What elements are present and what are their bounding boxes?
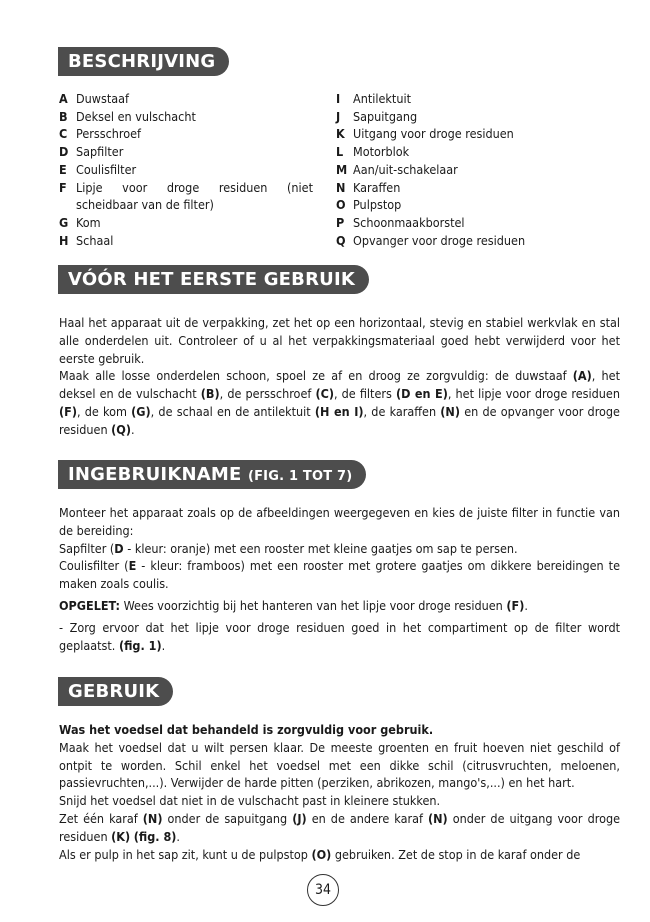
paragraph: Sapfilter (D - kleur: oranje) met een rooster met kleine gaatjes om sap te persen. (59, 540, 518, 556)
list-item: M Aan/uit-schakelaar (336, 161, 458, 177)
list-item: B Deksel en vulschacht (59, 108, 196, 124)
list-item: O Pulpstop (336, 197, 402, 213)
gebruik-text (59, 721, 620, 863)
heading-beschrijving: BESCHRIJVING (58, 47, 229, 76)
list-item: Q Opvanger voor droge residuen (336, 232, 526, 248)
list-item: N Karaffen (336, 179, 401, 195)
list-item: G Kom (59, 214, 101, 230)
page-number: 34 (307, 874, 339, 906)
list-item: D Sapfilter (59, 144, 124, 160)
paragraph: Maak het voedsel dat u wilt persen klaar. De meeste groenten en fruit hoeven niet geschild of ontpit te worden. Schil enkel het voedsel met een dikke schil (citrusvruchten, meloenen, passievruchten,...). Verwijder de harde pitten (perziken, abrikozen, mango's,...) en het hart. (59, 739, 620, 791)
parts-list-left (59, 90, 313, 249)
ingebruikname-text (59, 504, 620, 654)
list-item: E Coulisfilter (59, 161, 137, 177)
heading-voor-eerste-gebruik: VÓÓR HET EERSTE GEBRUIK (58, 265, 369, 294)
paragraph: Snijd het voedsel dat niet in de vulschacht past in kleinere stukken. (59, 793, 441, 809)
paragraph: Maak alle losse onderdelen schoon, spoel ze af en droog ze zorgvuldig: de duwstaaf (A), het deksel en de vulschacht (B), de persschroef (C), de filters (D en E), het lipje voor droge residuen (F), de kom (G), de schaal en de antilektuit (H en I), de karaffen (N) en de opvanger voor droge residuen (Q). (59, 368, 621, 437)
list-item: I Antilektuit (336, 91, 411, 106)
list-item: K Uitgang voor droge residuen (336, 126, 514, 142)
list-item: H Schaal (59, 232, 114, 248)
paragraph: Haal het apparaat uit de verpakking, zet het op een horizontaal, stevig en stabiel werkvlak en stal alle onderdelen uit. Controleer of u al het verpakkingsmateriaal goed hebt verwijderd voor het eerste gebruik. (59, 315, 620, 366)
paragraph: Als er pulp in het sap zit, kunt u de pulpstop (O) gebruiken. Zet de stop in de karaf onder de (59, 846, 581, 862)
list-item: L Motorblok (336, 144, 410, 160)
paragraph: - Zorg ervoor dat het lipje voor droge residuen goed in het compartiment op de filter wordt geplaatst. (fig. 1). (59, 619, 620, 653)
parts-list-right (336, 90, 596, 249)
heading-gebruik: GEBRUIK (58, 677, 173, 706)
list-item: A Duwstaaf (59, 91, 129, 106)
paragraph: Zet één karaf (N) onder de sapuitgang (J) en de andere karaf (N) onder de uitgang voor droge residuen (K) (fig. 8). (59, 810, 621, 844)
list-item: J Sapuitgang (336, 108, 418, 124)
paragraph: Monteer het apparaat zoals op de afbeeldingen weergegeven en kies de juiste filter in functie van de bereiding: (59, 505, 620, 538)
paragraph: Coulisfilter (E - kleur: framboos) met een rooster met grotere gaatjes om dikkere bereidingen te maken zoals coulis. (59, 558, 621, 592)
paragraph: OPGELET: Wees voorzichtig bij het hanteren van het lipje voor droge residuen (F). (59, 597, 528, 613)
list-item: F Lipje voor droge residuen (niet scheidbaar van de filter) (59, 179, 313, 213)
paragraph: Was het voedsel dat behandeld is zorgvuldig voor gebruik. (59, 722, 434, 737)
list-item: C Persschroef (59, 126, 142, 142)
heading-ingebruikname: INGEBRUIKNAME (FIG. 1 TOT 7) (58, 460, 366, 489)
voor-gebruik-text (59, 314, 620, 439)
list-item: P Schoonmaakborstel (336, 214, 465, 230)
